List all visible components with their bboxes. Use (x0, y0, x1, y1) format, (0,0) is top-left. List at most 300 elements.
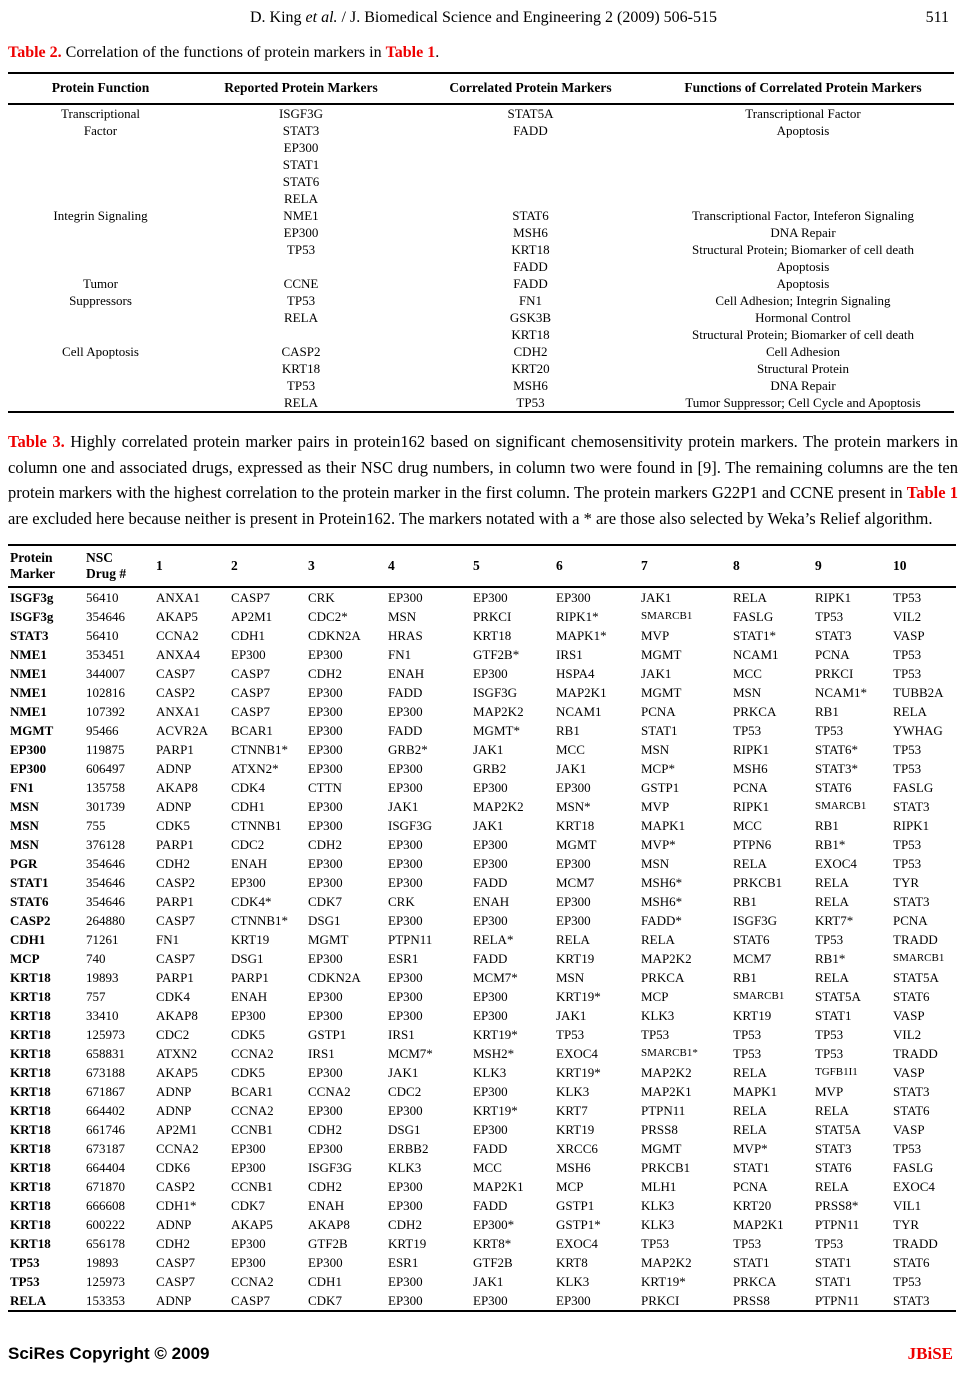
table3-cell: KRT19 (556, 951, 595, 966)
table3-cell: KRT8 (556, 1255, 588, 1270)
table3-cell: EP300 (473, 989, 508, 1004)
table3-cell: 353451 (86, 647, 125, 662)
table3-cell: EP300 (556, 894, 591, 909)
table3-cell: EXOC4 (556, 1236, 598, 1251)
table3-cell: KRT19 (231, 932, 270, 947)
table3-cell: PARP1 (156, 837, 194, 852)
table3-cell: MGMT (641, 1141, 682, 1156)
table2-cell: DNA Repair (770, 225, 836, 240)
table-row (8, 1234, 956, 1253)
table3-cell: MSN (10, 837, 39, 852)
table3-cell: EP300 (308, 951, 343, 966)
table3-cell: MSH6* (641, 894, 683, 909)
table3-cell: MGMT (556, 837, 597, 852)
table1-reference-link-2[interactable]: Table 1 (906, 483, 958, 502)
table3-cell: KRT18 (10, 989, 51, 1004)
table3-cell: MGMT (641, 685, 682, 700)
table3-cell: CASP7 (231, 590, 271, 605)
table3-cell: PRKCI (473, 609, 512, 624)
table2-cell: DNA Repair (770, 378, 836, 393)
table3-cell: ENAH (388, 666, 425, 681)
table3-cell: MGMT* (473, 723, 520, 738)
table3-cell: CDC2 (231, 837, 265, 852)
table3-cell: 153353 (86, 1293, 125, 1308)
table3-cell: EP300 (308, 1141, 343, 1156)
table3-cell: STAT3 (893, 1084, 930, 1099)
table2-cell: STAT6 (282, 174, 320, 189)
table3-cell: JAK1 (556, 1008, 587, 1023)
table3-cell: EP300 (473, 1122, 508, 1137)
table3-cell: TP53 (893, 837, 922, 852)
table-row (8, 360, 954, 377)
table3-cell: EP300 (308, 1065, 343, 1080)
table3-header-col-4: 4 (386, 545, 471, 587)
table2-cell: RELA (284, 310, 318, 325)
table3-cell: GTF2B (308, 1236, 348, 1251)
table3-cell: FADD (473, 1198, 508, 1213)
journal-logo: JBiSE (907, 1344, 953, 1363)
table3-cell: NME1 (10, 685, 47, 700)
table3-cell: CDH1 (10, 932, 46, 947)
table3-cell: IRS1 (556, 647, 583, 662)
table3-cell: MCM7* (473, 970, 518, 985)
table3-cell: RELA (733, 1065, 767, 1080)
table3-cell: JAK1 (473, 1274, 504, 1289)
table2-cell: RELA (284, 395, 318, 410)
table3-cell: KRT20 (733, 1198, 772, 1213)
table3-cell: FADD (473, 875, 508, 890)
table3-cell: TP53 (556, 1027, 585, 1042)
table2-cell (8, 394, 193, 412)
table2-cell: Tumor (83, 276, 118, 291)
table3-cell: KLK3 (641, 1008, 675, 1023)
table3-header-col-6: 6 (554, 545, 639, 587)
table2-caption-text: Correlation of the functions of protein markers in (61, 44, 386, 61)
table3-cell: ENAH (308, 1198, 345, 1213)
table3-cell: YWHAG (893, 723, 943, 738)
table3-cell: CASP7 (156, 1255, 196, 1270)
table-row (8, 207, 954, 224)
table3-cell: AKAP5 (231, 1217, 273, 1232)
table2-cell: STAT1 (282, 157, 320, 172)
table3-cell: MCM7 (733, 951, 772, 966)
table3-cell: MCC (556, 742, 585, 757)
table-row (8, 275, 954, 292)
table3-cell: GTF2B* (473, 647, 520, 662)
table-row (8, 224, 954, 241)
table3-cell: DSG1 (231, 951, 264, 966)
table3-cell: PTPN11 (641, 1103, 686, 1118)
table-row (8, 835, 956, 854)
table3-cell: ISGF3G (733, 913, 778, 928)
table3-cell: ATXN2 (156, 1046, 198, 1061)
table3-cell: VIL1 (893, 1198, 922, 1213)
table3-cell: MAP2K2 (641, 1065, 692, 1080)
table2-cell: CASP2 (281, 344, 321, 359)
table3-cell: KRT18 (10, 1122, 51, 1137)
table2-cell (8, 224, 193, 241)
table3-cell: EP300 (388, 1198, 423, 1213)
table3-cell: 666608 (86, 1198, 125, 1213)
table3-cell: STAT1 (10, 875, 49, 890)
table3-cell: MVP* (733, 1141, 768, 1156)
table3-cell: CASP7 (231, 704, 271, 719)
table3-cell: EP300 (388, 780, 423, 795)
table3-cell: VIL2 (893, 609, 922, 624)
header-journal: / J. Biomedical Science and Engineering 2 (2009) 506-515 (337, 9, 718, 26)
table3-cell: HRAS (388, 628, 423, 643)
table-row (8, 258, 954, 275)
table3-cell: PRKCA (641, 970, 685, 985)
table3-cell: CDK5 (231, 1065, 265, 1080)
table3-cell: RIPK1* (556, 609, 599, 624)
table3-cell: 19893 (86, 1255, 119, 1270)
table3-cell: PCNA (893, 913, 928, 928)
table3-cell: TGFB1I1 (815, 1066, 858, 1078)
table3-cell: EP300 (473, 837, 508, 852)
table3-cell: MSN (388, 609, 417, 624)
table3-cell: RELA (10, 1293, 47, 1308)
table2-cell (8, 258, 193, 275)
table2-cell (8, 156, 193, 173)
table-row (8, 1044, 956, 1063)
table3-cell: MCM7 (556, 875, 595, 890)
table3-cell: 606497 (86, 761, 125, 776)
table3-cell: NME1 (10, 666, 47, 681)
table3-cell: FASLG (893, 780, 934, 795)
table3-cell: MAP2K2 (641, 951, 692, 966)
table3-cell: CASP7 (231, 1293, 271, 1308)
table3-caption (8, 429, 958, 531)
table3-cell: RELA (815, 1103, 849, 1118)
table-row (8, 797, 956, 816)
table3-cell: VASP (893, 1008, 925, 1023)
table3-cell: MSH2* (473, 1046, 515, 1061)
table3-cell: EP300 (308, 856, 343, 871)
table3-cell: EP300 (308, 1008, 343, 1023)
table3-cell: 354646 (86, 856, 125, 871)
table3-cell: 656178 (86, 1236, 125, 1251)
table3-cell: EP300 (231, 647, 266, 662)
table3-cell: CTNNB1* (231, 913, 289, 928)
table3-cell: EP300 (388, 989, 423, 1004)
table-row (8, 626, 956, 645)
table3-cell: MSN* (556, 799, 591, 814)
table3-cell: EP300 (388, 1008, 423, 1023)
table3-cell: EP300 (308, 704, 343, 719)
table3-cell: EP300 (231, 1008, 266, 1023)
table3-cell: RELA (815, 875, 849, 890)
table3-cell: GSTP1 (556, 1198, 595, 1213)
table3-cell: ISGF3G (473, 685, 518, 700)
table3-cell: EP300 (231, 1160, 266, 1175)
table-row (8, 122, 954, 139)
table3-cell: 125973 (86, 1027, 125, 1042)
table3-cell: RELA (815, 894, 849, 909)
table3-cell: CASP7 (231, 685, 271, 700)
copyright-text: SciRes Copyright © 2009 (8, 1344, 210, 1363)
table3-cell: KRT19* (641, 1274, 686, 1289)
table3-cell: EP300 (10, 761, 47, 776)
table-row (8, 1120, 956, 1139)
table3-cell: CASP7 (156, 666, 196, 681)
table-row (8, 1025, 956, 1044)
header-authors: D. King (249, 9, 306, 26)
table3-cell: CTTN (308, 780, 342, 795)
table3-cell: JAK1 (473, 742, 504, 757)
table3-cell: 354646 (86, 894, 125, 909)
table-row (8, 241, 954, 258)
table3-cell: IRS1 (388, 1027, 415, 1042)
table-row (8, 816, 956, 835)
table3-header-row (8, 545, 956, 587)
table3-cell: STAT3 (815, 628, 852, 643)
table3-cell: STAT1 (733, 1255, 770, 1270)
table3-cell: SMARCB1 (815, 800, 867, 812)
table3-cell: 119875 (86, 742, 125, 757)
table3-cell: CCNB1 (231, 1179, 273, 1194)
table3-cell: EP300 (231, 1236, 266, 1251)
table3-cell: KLK3 (641, 1198, 675, 1213)
table3-cell: MAP2K1 (733, 1217, 784, 1232)
table3-cell: PRSS8* (815, 1198, 859, 1213)
table3-cell: PRSS8 (641, 1122, 678, 1137)
table3-cell: 56410 (86, 628, 119, 643)
table3-cell: 344007 (86, 666, 125, 681)
table3-cell: STAT3 (893, 1293, 930, 1308)
table3-cell: STAT5A (815, 1122, 861, 1137)
table3-cell: DSG1 (308, 913, 341, 928)
table3-cell: VASP (893, 628, 925, 643)
table3-cell: RELA* (473, 932, 514, 947)
table3-cell: 102816 (86, 685, 125, 700)
table2-header-protein-function: Protein Function (8, 73, 193, 104)
table2-cell: EP300 (283, 225, 319, 240)
table3-cell: EP300 (388, 1179, 423, 1194)
table3-cell: EP300 (556, 590, 591, 605)
table-row (8, 173, 954, 190)
table3-cell: TP53 (815, 1236, 844, 1251)
table3-cell: CDH2 (308, 1179, 342, 1194)
table3-cell: FADD (388, 723, 423, 738)
table3-cell: EP300 (556, 856, 591, 871)
table3-cell: STAT6 (893, 989, 930, 1004)
table3-cell: SMARCB1 (893, 952, 945, 964)
table3-cell: STAT3 (815, 1141, 852, 1156)
table3-cell: 107392 (86, 704, 125, 719)
table3-cell: GSTP1* (556, 1217, 601, 1232)
table3-cell: JAK1 (556, 761, 587, 776)
table2-cell (8, 139, 193, 156)
table2-cell: TP53 (286, 293, 316, 308)
table2-cell: Apoptosis (776, 123, 830, 138)
table3-cell: EP300 (308, 723, 343, 738)
table3-cell: EXOC4 (815, 856, 857, 871)
table1-reference-link[interactable]: Table 1 (385, 44, 436, 61)
table2-cell (409, 173, 652, 190)
table3-cell: KRT18 (10, 1008, 51, 1023)
table3-header-col-3: 3 (306, 545, 386, 587)
table3-cell: KRT19* (556, 989, 601, 1004)
table3-cell: CASP2 (156, 1179, 196, 1194)
table3-cell: CASP2 (156, 685, 196, 700)
table-row (8, 1196, 956, 1215)
table3-cell: 600222 (86, 1217, 125, 1232)
table-row (8, 1101, 956, 1120)
table3-cell: EP300 (388, 856, 423, 871)
page-header (0, 0, 967, 27)
table3-cell: PRKCB1 (641, 1160, 691, 1175)
table3-cell: EP300 (473, 666, 508, 681)
table3-cell: CASP7 (231, 666, 271, 681)
table3-cell: EP300 (556, 1293, 591, 1308)
table3-cell: ADNP (156, 761, 192, 776)
table3-cell: ACVR2A (156, 723, 209, 738)
table3-cell: ISGF3g (10, 590, 54, 605)
table3-cell: EP300* (473, 1217, 515, 1232)
table2-cell (8, 377, 193, 394)
table3-cell: JAK1 (473, 818, 504, 833)
table3-cell: NME1 (10, 647, 47, 662)
table3-cell: STAT1 (815, 1274, 852, 1289)
table3-cell: EP300 (308, 818, 343, 833)
table2-cell: ISGF3G (278, 106, 324, 121)
table3-cell: FN1 (388, 647, 412, 662)
table3-caption-part1: Highly correlated protein marker pairs in protein162 based on significant chemosensitivity protein markers. The protein markers in column one and associated drugs, expressed as their NSC drug numbers, in column two were found in [9]. The remaining columns are the ten protein markers with the highest correlation to the protein marker in the first column. The protein markers G22P1 and CCNE present in (8, 432, 958, 502)
table3-cell: EP300 (556, 913, 591, 928)
table3-cell: 671870 (86, 1179, 125, 1194)
table3-cell: RELA (733, 1122, 767, 1137)
table3-cell: EP300 (231, 875, 266, 890)
table3-cell: CTNNB1* (231, 742, 289, 757)
table3-cell: CRK (308, 590, 335, 605)
table3-cell: RELA (733, 1103, 767, 1118)
table3-cell: MSN (733, 685, 762, 700)
table3-header-protein-marker (8, 545, 84, 587)
table3-cell: CDH1* (156, 1198, 197, 1213)
table3-cell: GSTP1 (641, 780, 680, 795)
table3-cell: AP2M1 (156, 1122, 198, 1137)
table2-header-row (8, 73, 954, 104)
table3-header-col-8: 8 (731, 545, 813, 587)
table3-cell: 95466 (86, 723, 119, 738)
table3-cell: RELA (641, 932, 675, 947)
table2-cell: NME1 (283, 208, 319, 223)
table3-cell: EXOC4 (893, 1179, 935, 1194)
table3-cell: CDK7 (308, 894, 342, 909)
table3-cell: KLK3 (388, 1160, 422, 1175)
table3-cell: VASP (893, 1122, 925, 1137)
table3-cell: 125973 (86, 1274, 125, 1289)
table3-cell: STAT6 (893, 1103, 930, 1118)
table3-cell: MCP (556, 1179, 584, 1194)
table3-cell: KRT18 (473, 628, 512, 643)
table3-cell: AKAP5 (156, 1065, 198, 1080)
table2-cell: Cell Apoptosis (62, 344, 139, 359)
table3-cell: RELA (893, 704, 927, 719)
table2-cell: FN1 (518, 293, 543, 308)
table3-cell: RB1* (815, 951, 846, 966)
table3-cell: EP300 (308, 647, 343, 662)
table-row (8, 892, 956, 911)
table3-cell: KRT18 (10, 1179, 51, 1194)
table-row (8, 968, 956, 987)
table2-cell: KRT18 (281, 361, 321, 376)
table3-cell: TP53 (893, 647, 922, 662)
table-row (8, 377, 954, 394)
table3-cell: PCNA (733, 780, 768, 795)
table2-cell: TP53 (286, 242, 316, 257)
table3-cell: JAK1 (388, 1065, 419, 1080)
table2-cell: STAT5A (507, 106, 554, 121)
table2-cell: Suppressors (69, 293, 132, 308)
table3-cell: TP53 (815, 1046, 844, 1061)
table-row (8, 139, 954, 156)
table3-cell: PARP1 (156, 970, 194, 985)
table2-cell: Structural Protein; Biomarker of cell death (691, 242, 914, 257)
table3-cell: DSG1 (388, 1122, 421, 1137)
table3-cell: SMARCB1 (733, 990, 785, 1002)
table3-cell: RIPK1 (733, 799, 770, 814)
table3-cell: NCAM1 (733, 647, 779, 662)
table3-header-col-5: 5 (471, 545, 554, 587)
table3-cell: EP300 (388, 837, 423, 852)
table3-cell: CDH2 (308, 666, 342, 681)
table3-cell: KLK3 (556, 1084, 590, 1099)
table3-cell: EP300 (473, 780, 508, 795)
table3-cell: CCNA2 (308, 1084, 351, 1099)
table-row (8, 664, 956, 683)
table3-cell: KRT18 (10, 1103, 51, 1118)
table3-cell: MSH6 (556, 1160, 591, 1175)
table3-cell: CDH2 (388, 1217, 422, 1232)
table3-cell: MAP2K1 (473, 1179, 524, 1194)
table3-caption-part2: are excluded here because neither is present in Protein162. The markers notated with a * are those also selected by Weka’s Relief algorithm. (8, 508, 933, 528)
table-row (8, 778, 956, 797)
table3-cell: STAT5A (893, 970, 939, 985)
table3-cell: EP300 (388, 1293, 423, 1308)
table3-cell: STAT3 (10, 628, 49, 643)
table3-cell: MAP2K2 (473, 704, 524, 719)
table2-cell: Cell Adhesion; Integrin Signaling (715, 293, 891, 308)
table3-cell: ENAH (231, 856, 268, 871)
table3-cell: RB1 (733, 894, 757, 909)
table3-cell: TP53 (733, 1027, 762, 1042)
table3-cell: KRT7* (815, 913, 854, 928)
table3-cell: KLK3 (473, 1065, 507, 1080)
table2-cell (8, 360, 193, 377)
table2-cell (652, 190, 954, 207)
table3-cell: CASP2 (156, 875, 196, 890)
table3-cell: BCAR1 (231, 1084, 273, 1099)
table3-cell: MSN (556, 970, 585, 985)
table2-cell: CCNE (283, 276, 319, 291)
table3-header-col-1: 1 (154, 545, 229, 587)
table3-cell: CCNA2 (156, 1141, 199, 1156)
table3-cell: MAP2K2 (473, 799, 524, 814)
table3-cell: CDK5 (156, 818, 190, 833)
table3-cell: JAK1 (641, 590, 672, 605)
table-row (8, 587, 956, 607)
table3-cell: MGMT (641, 647, 682, 662)
table3-header-col-7: 7 (639, 545, 731, 587)
table3-cell: KRT7 (556, 1103, 588, 1118)
table-row (8, 911, 956, 930)
table3-cell: AKAP8 (308, 1217, 350, 1232)
table3-cell: ESR1 (388, 1255, 419, 1270)
table3-caption-label: Table 3. (8, 432, 65, 451)
table3-cell: RELA (733, 856, 767, 871)
